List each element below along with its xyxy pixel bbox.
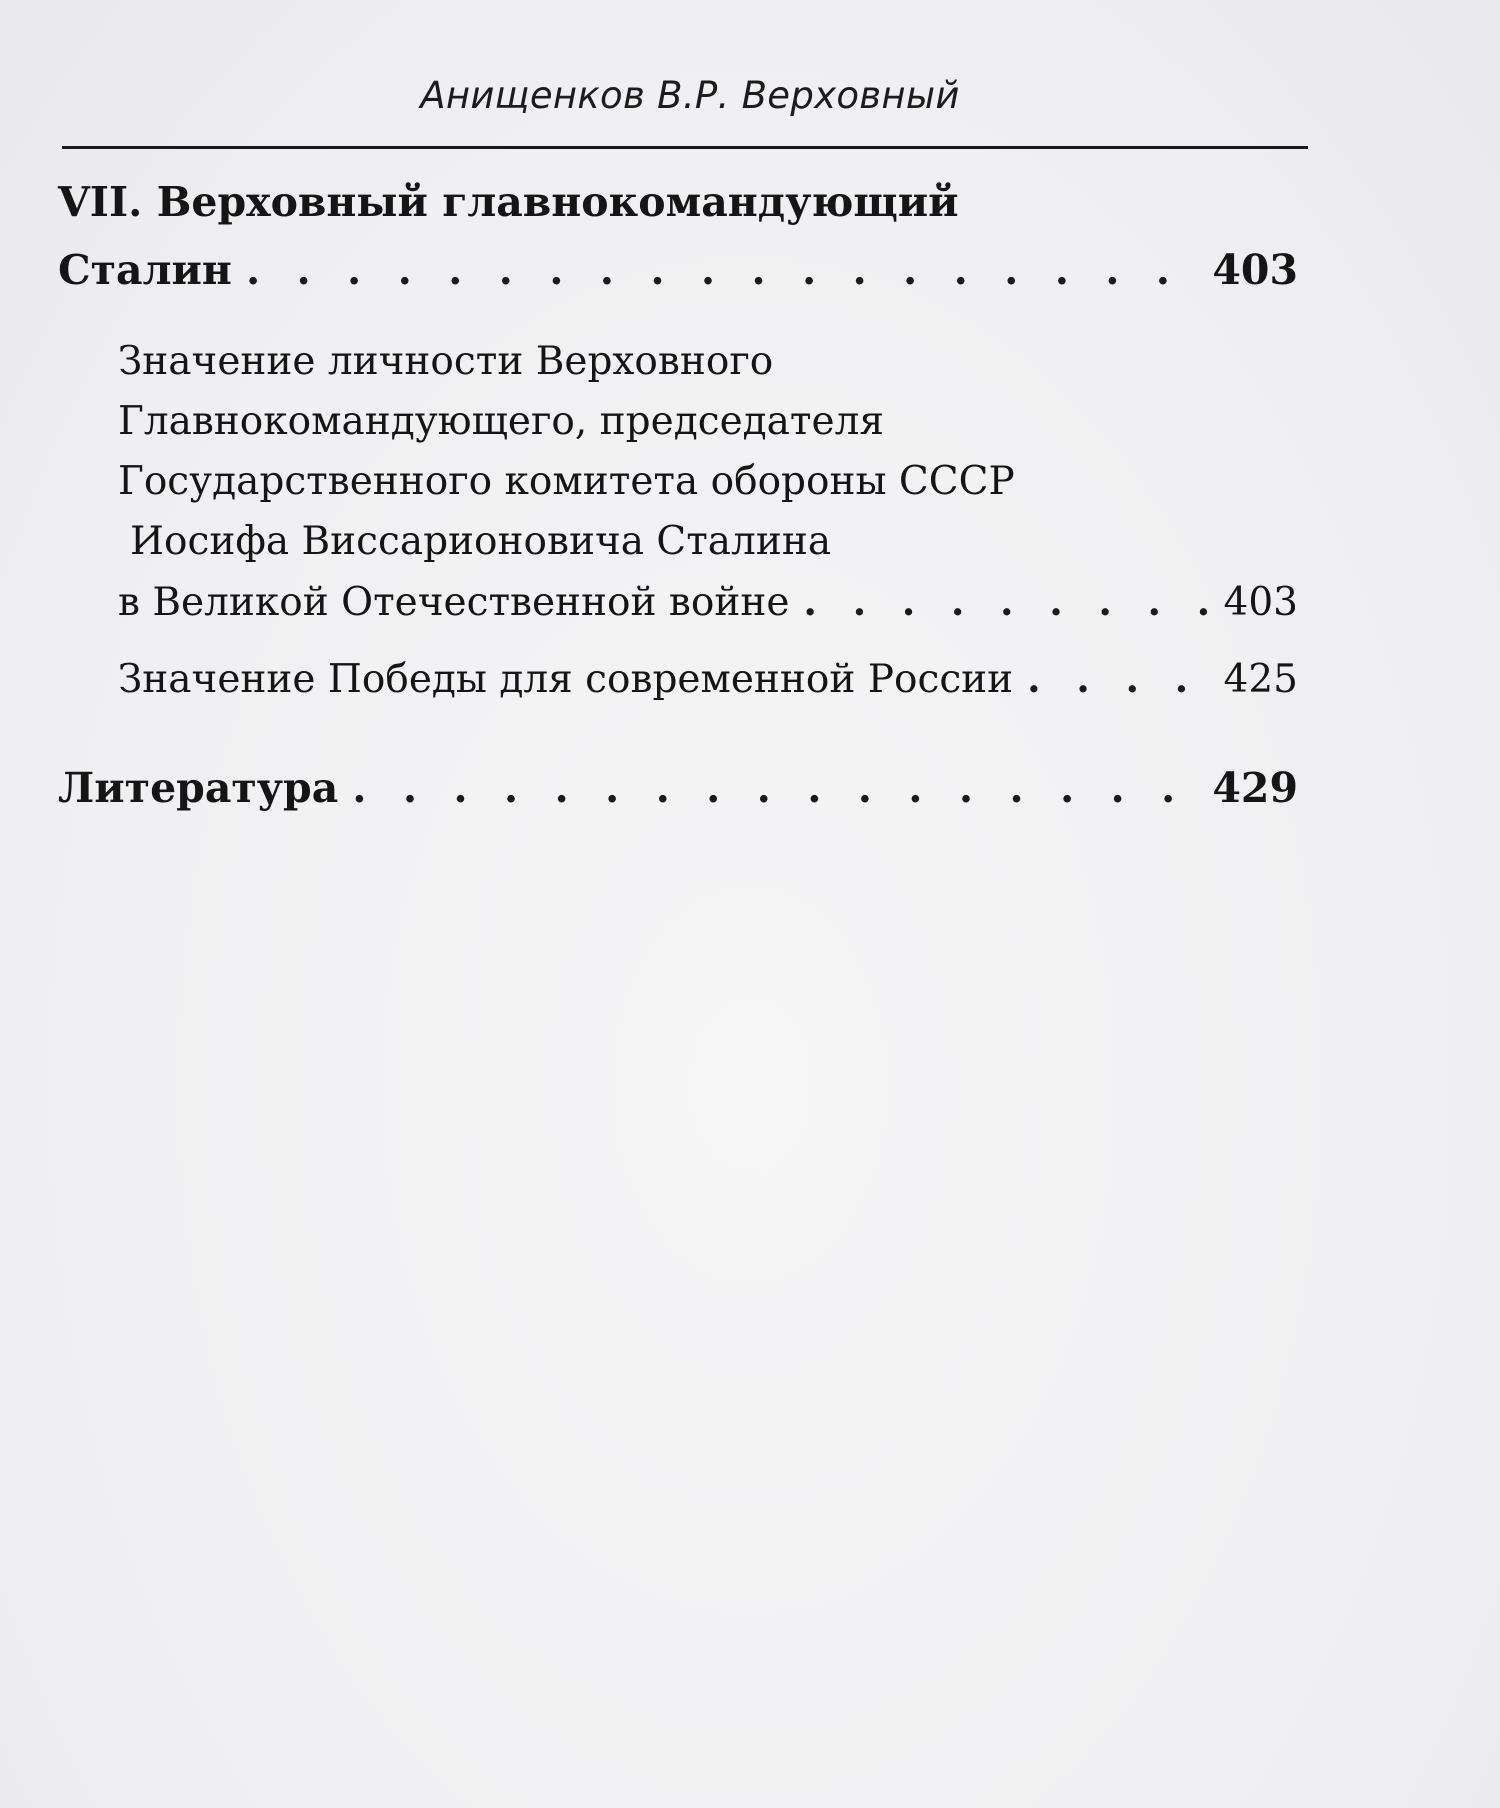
toc-entry-section-2[interactable] [58,649,1298,710]
section-1-page-number: 403 [1223,580,1298,625]
section-1-line-3: Государственного комитета обороны СССР [118,459,1015,504]
dot-leader [1027,649,1215,709]
chapter-title-line-2: Сталин [58,246,232,294]
dot-leader [803,572,1215,632]
section-2-page-number: 425 [1223,657,1298,702]
section-1-line-1: Значение личности Верховного [118,339,774,384]
chapter-title-line-1: VII. Верховный главнокомандующий [58,178,959,226]
table-of-contents [58,168,1298,822]
dot-leader [352,754,1204,822]
toc-entry-chapter-7[interactable] [58,168,1298,304]
section-1-line-2: Главнокомандующего, председателя [118,399,884,444]
running-head: Анищенков В.Р. Верховный [420,74,960,117]
show-through-texture [70,780,1330,1680]
section-1-line-4: Иосифа Виссарионовича Сталина [130,519,832,564]
chapter-page-number: 403 [1212,246,1298,294]
toc-entry-section-1[interactable] [58,332,1298,633]
dot-leader [246,236,1204,304]
literature-page-number: 429 [1212,764,1298,812]
section-2-line-1: Значение Победы для современной России [118,657,1014,702]
section-1-line-5: в Великой Отечественной войне [118,580,790,625]
literature-title: Литература [58,764,339,812]
header-rule [62,146,1308,149]
toc-entry-literature[interactable] [58,754,1298,822]
